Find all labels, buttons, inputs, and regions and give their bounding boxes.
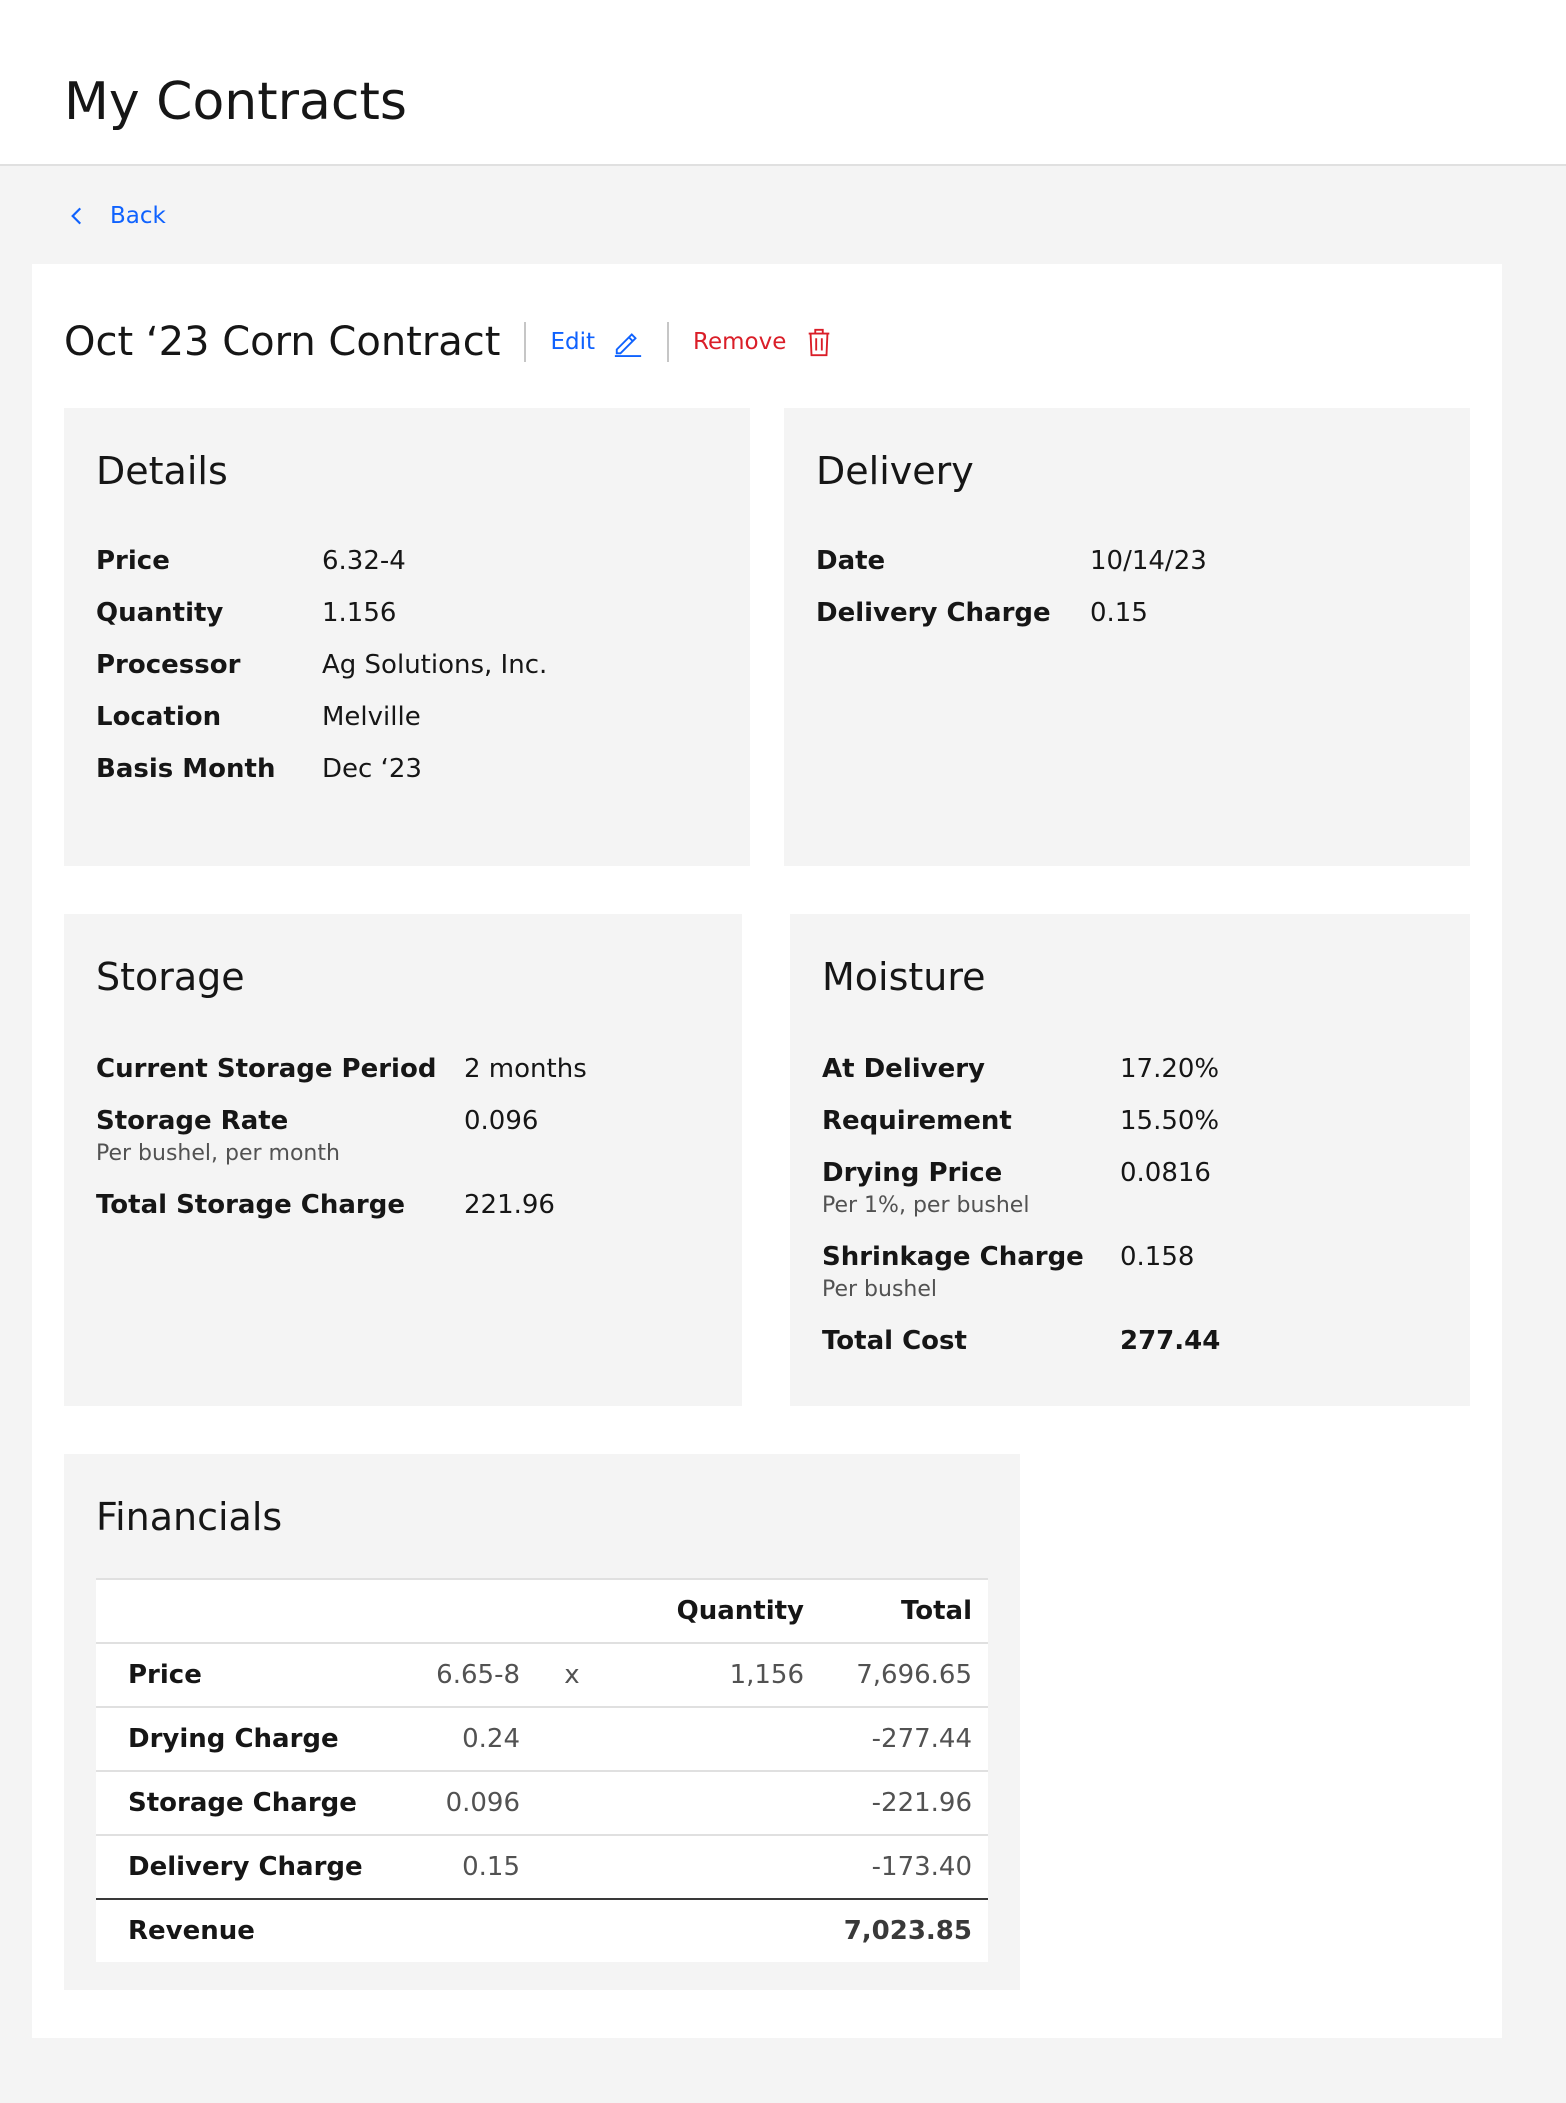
table-row <box>96 1707 988 1771</box>
contract-title: Oct ‘23 Corn Contract <box>64 319 501 365</box>
row-label: Drying Charge <box>96 1707 384 1771</box>
storage-label: Total Storage Charge <box>96 1190 405 1220</box>
storage-value: 2 months <box>464 1054 587 1084</box>
row-operator <box>536 1771 608 1835</box>
moisture-label: Requirement <box>822 1106 1012 1136</box>
table-row <box>96 1643 988 1707</box>
row-label: Delivery Charge <box>96 1835 384 1899</box>
detail-label: Processor <box>96 650 241 680</box>
moisture-sublabel: Per 1%, per bushel <box>822 1193 1030 1218</box>
moisture-label: At Delivery <box>822 1054 985 1084</box>
storage-sublabel: Per bushel, per month <box>96 1141 340 1166</box>
row-rate: 0.15 <box>384 1835 536 1899</box>
row-quantity <box>608 1707 820 1771</box>
storage-value: 0.096 <box>464 1106 539 1136</box>
delivery-value: 10/14/23 <box>1090 546 1207 576</box>
row-label: Storage Charge <box>96 1771 384 1835</box>
page-title: My Contracts <box>64 72 407 132</box>
financials-title: Financials <box>96 1495 283 1539</box>
delivery-label: Date <box>816 546 886 576</box>
edit-label: Edit <box>550 329 596 355</box>
detail-value: Dec ‘23 <box>322 754 422 784</box>
remove-button[interactable] <box>693 327 834 357</box>
table-header-row <box>96 1579 988 1643</box>
row-operator: x <box>536 1643 608 1707</box>
moisture-value: 15.50% <box>1120 1106 1220 1136</box>
storage-title: Storage <box>96 955 245 999</box>
row-total: 7,696.65 <box>820 1643 988 1707</box>
moisture-value: 17.20% <box>1120 1054 1220 1084</box>
detail-label: Price <box>96 546 170 576</box>
moisture-title: Moisture <box>822 955 986 999</box>
revenue-label: Revenue <box>128 1916 255 1946</box>
storage-value: 221.96 <box>464 1190 555 1220</box>
moisture-value: 0.158 <box>1120 1242 1195 1272</box>
details-title: Details <box>96 449 228 493</box>
trash-icon <box>804 327 834 357</box>
detail-label: Location <box>96 702 222 732</box>
detail-value: 6.32-4 <box>322 546 406 576</box>
storage-label: Current Storage Period <box>96 1054 437 1084</box>
row-quantity: 1,156 <box>608 1643 820 1707</box>
storage-tile <box>64 914 742 1406</box>
row-operator <box>536 1707 608 1771</box>
financials-tile <box>64 1454 1020 1990</box>
row-total: -173.40 <box>820 1835 988 1899</box>
detail-label: Quantity <box>96 598 224 628</box>
row-rate: 0.24 <box>384 1707 536 1771</box>
detail-value: Ag Solutions, Inc. <box>322 650 548 680</box>
detail-value: 1.156 <box>322 598 397 628</box>
delivery-tile <box>784 408 1470 866</box>
moisture-label: Total Cost <box>822 1326 967 1356</box>
delivery-title: Delivery <box>816 449 974 493</box>
back-link[interactable] <box>64 200 166 232</box>
row-total: -221.96 <box>820 1771 988 1835</box>
moisture-tile <box>790 914 1470 1406</box>
row-label: Price <box>96 1643 384 1707</box>
moisture-label: Shrinkage Charge <box>822 1242 1084 1272</box>
moisture-sublabel: Per bushel <box>822 1277 938 1302</box>
detail-value: Melville <box>322 702 421 732</box>
remove-label: Remove <box>693 329 787 355</box>
table-row <box>96 1835 988 1899</box>
moisture-value: 0.0816 <box>1120 1158 1211 1188</box>
details-tile <box>64 408 750 866</box>
divider <box>667 322 669 362</box>
back-label: Back <box>110 203 166 229</box>
delivery-value: 0.15 <box>1090 598 1148 628</box>
moisture-value: 277.44 <box>1120 1326 1221 1356</box>
table-row <box>96 1771 988 1835</box>
row-quantity <box>608 1771 820 1835</box>
storage-label: Storage Rate <box>96 1106 289 1136</box>
divider <box>524 322 526 362</box>
revenue-row <box>96 1899 988 1962</box>
row-rate: 6.65-8 <box>384 1643 536 1707</box>
page-header <box>0 0 1566 166</box>
edit-button[interactable] <box>550 327 643 357</box>
delivery-label: Delivery Charge <box>816 598 1051 628</box>
pencil-icon <box>613 327 643 357</box>
detail-label: Basis Month <box>96 754 276 784</box>
column-header-total: Total <box>820 1579 988 1643</box>
column-header-quantity: Quantity <box>608 1579 820 1643</box>
row-rate: 0.096 <box>384 1771 536 1835</box>
contract-header <box>64 316 834 368</box>
revenue-total: 7,023.85 <box>843 1916 972 1946</box>
moisture-label: Drying Price <box>822 1158 1003 1188</box>
row-quantity <box>608 1835 820 1899</box>
row-total: -277.44 <box>820 1707 988 1771</box>
chevron-left-icon <box>64 203 90 229</box>
row-operator <box>536 1835 608 1899</box>
contract-card <box>32 264 1502 2038</box>
financials-table <box>96 1578 988 1962</box>
